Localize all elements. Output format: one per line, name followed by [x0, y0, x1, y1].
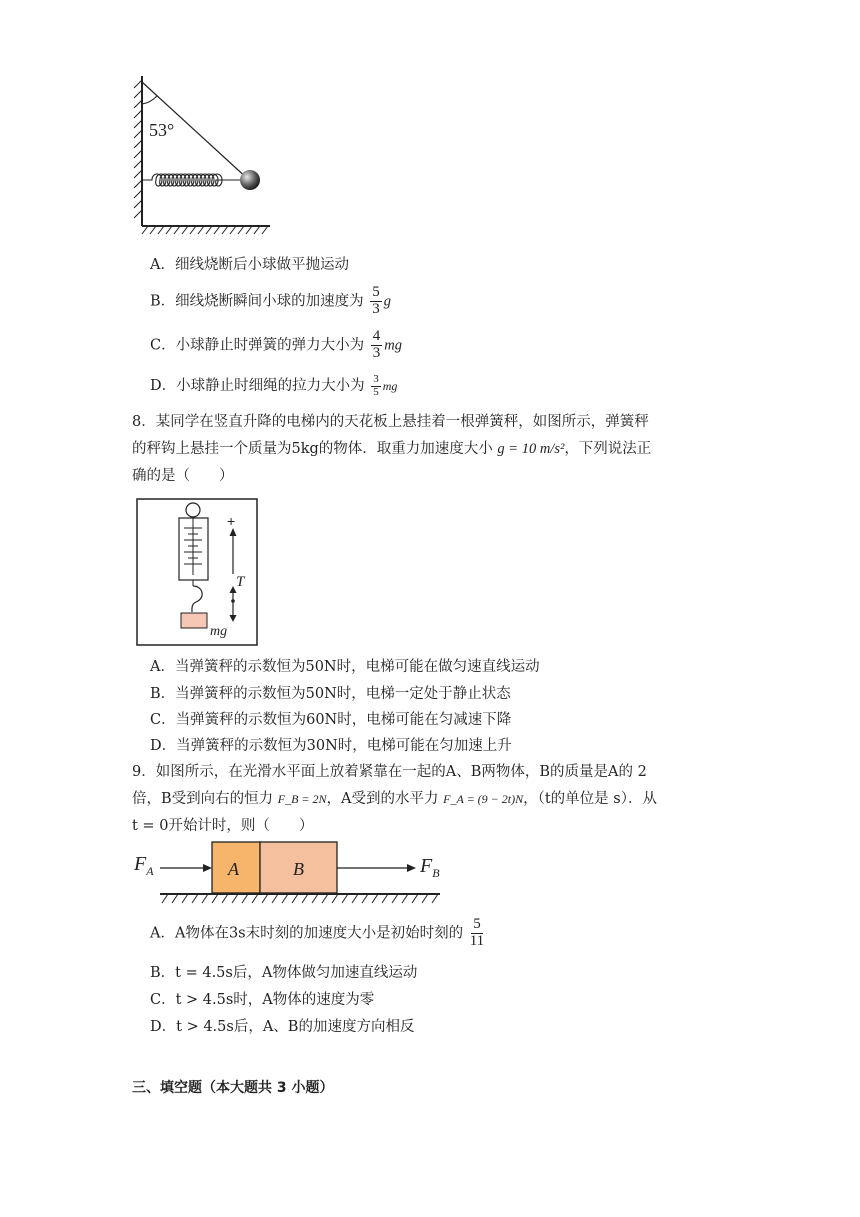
q9-option-d: D．t > 4.5s后，A、B的加速度方向相反	[150, 1019, 415, 1035]
section-heading: 三、填空题（本大题共 3 小题）	[132, 1080, 334, 1096]
q7-option-d: D．小球静止时细绳的拉力大小为 $\frac{3}{5}$ mg	[150, 373, 398, 398]
svg-text:FB: $F_B$	[420, 855, 440, 880]
svg-text:A: A	[228, 859, 239, 879]
q9-stem: 9．如图所示，在光滑水平面上放着紧靠在一起的A、B两物体，B的质量是A的 2 倍，B受到向右的恒力 F_B = 2N，A受到的水平力 F_A = (9 − 2t)N，（t的单位是 s）．从 t = 0开始计时，则（ ）	[132, 764, 657, 834]
q8-option-d: D．当弹簧秤的示数恒为30N时，电梯可能在匀加速上升	[150, 738, 512, 754]
q9-option-c: C．t > 4.5s时，A物体的速度为零	[150, 992, 375, 1008]
fa-formula: F_A = (9 − 2t)N	[443, 792, 524, 806]
angle-label: 53°	[149, 120, 175, 140]
svg-text:FA: $F_A$	[134, 853, 154, 878]
q8-option-c: C．当弹簧秤的示数恒为60N时，电梯可能在匀减速下降	[150, 712, 512, 728]
ball-icon	[240, 170, 260, 190]
svg-text:T: T	[236, 574, 245, 590]
q8-option-a: A．当弹簧秤的示数恒为50N时，电梯可能在做匀速直线运动	[150, 659, 540, 675]
q8-stem: 8．某同学在竖直升降的电梯内的天花板上悬挂着一根弹簧秤，如图所示，弹簧秤 的秤钩上悬挂一个质量为5kg的物体．取重力加速度大小 g = 10 m/s²，下列说法正 确的是（ ）	[132, 414, 652, 484]
fraction: $\frac{3}{5}$	[373, 373, 379, 398]
fraction: $\frac{5}{3}$	[372, 284, 380, 317]
gravity-formula: g = 10 m/s²	[497, 441, 565, 457]
svg-text:B: B	[293, 859, 304, 879]
fraction: $\frac{4}{3}$	[372, 328, 381, 361]
q9-figure	[130, 838, 450, 910]
fb-formula: F_B = 2N	[277, 792, 327, 806]
q7-figure	[130, 76, 280, 242]
q7-option-c: C．小球静止时弹簧的弹力大小为 $\frac{4}{3}$ mg	[150, 328, 402, 361]
q9-option-a: A．A物体在3s末时刻的加速度大小是初始时刻的 $\frac{5}{11}$	[150, 916, 485, 949]
q9-option-b: B．t = 4.5s后，A物体做匀加速直线运动	[150, 965, 418, 981]
svg-text:mg: mg	[210, 624, 228, 639]
fraction: $\frac{5}{11}$	[469, 916, 485, 949]
q8-figure	[136, 498, 258, 646]
q7-option-a: A．细线烧断后小球做平抛运动	[150, 257, 349, 273]
svg-text:+: +	[227, 513, 236, 529]
q8-option-b: B．当弹簧秤的示数恒为50N时，电梯一定处于静止状态	[150, 686, 511, 702]
q7-option-b: B．细线烧断瞬间小球的加速度为 $\frac{5}{3}$ g	[150, 284, 392, 317]
